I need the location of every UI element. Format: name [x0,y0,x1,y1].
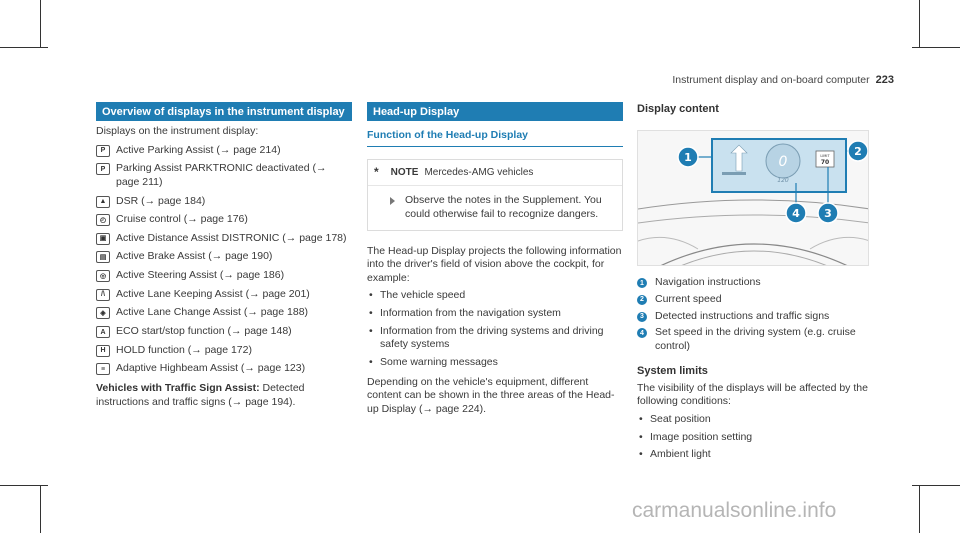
display-icon-row [96,306,352,320]
hold-icon: H [96,345,110,357]
display-icon-label: Active Lane Change Assist (→ page 188) [116,306,309,319]
crop-mark [912,485,960,486]
section-title: Instrument display and on-board computer [672,74,870,86]
system-limits-heading: System limits [637,364,708,377]
overview-intro: Displays on the instrument display: [96,125,259,137]
display-icon-row [96,232,352,246]
hud-paragraph-1: The Head-up Display projects the following information into the driver's field of vision above the cockpit, for example: [367,244,622,284]
traffic-sign-paragraph [96,382,352,409]
crop-mark [40,0,41,48]
overview-heading: Overview of displays in the instrument display [96,102,352,121]
legend-text: Current speed [655,292,722,305]
display-icon-label: HOLD function (→ page 172) [116,343,252,356]
hud-bullet-list [367,289,623,369]
display-icon-row [96,213,352,227]
note-heading: Mercedes-AMG vehicles [424,166,534,178]
display-icon-label: Parking Assist PARKTRONIC deactivated (→ page 211) [116,162,327,188]
display-icon-row [96,362,352,376]
legend-item [637,276,877,290]
callout-number: 2 [854,145,862,159]
display-icon-row [96,344,352,358]
note-symbol: * [374,164,379,179]
legend-item [637,310,877,324]
hud-illustration [637,130,869,266]
dashboard-line [810,238,869,250]
running-header [672,73,894,88]
watermark: carmanualsonline.info [632,499,837,522]
overview-column [96,102,352,409]
limit-value: 70 [820,159,830,167]
display-icon-label: Active Distance Assist DISTRONIC (→ page 178) [116,231,347,244]
display-icon-label: Active Lane Keeping Assist (→ page 201) [116,287,310,300]
callout-number: 1 [684,151,692,165]
arrow-right-icon [390,197,395,205]
steering-assist-icon: ◎ [96,270,110,282]
distronic-icon: ▣ [96,233,110,245]
crop-mark [40,485,41,533]
legend-text: Detected instructions and traffic signs [655,309,830,322]
hud-function-heading: Function of the Head-up Display [367,129,623,147]
distance-bar [722,172,746,175]
legend-number-badge: 4 [637,328,647,338]
callout-number: 4 [792,207,800,221]
legend-item [637,293,877,307]
current-speed-readout: 0 [778,154,788,171]
limit-label: LIMIT [820,154,830,159]
hud-illustration-svg [638,131,869,266]
display-icon-row [96,162,352,189]
limit-item: • Image position setting [637,431,877,445]
legend-number-badge: 2 [637,295,647,305]
brake-assist-icon: ▤ [96,251,110,263]
display-icon-row [96,269,352,283]
note-box [367,159,623,231]
display-content-legend [637,276,877,353]
eco-start-stop-icon: A [96,326,110,338]
hud-paragraph-2: Depending on the vehicle's equipment, different content can be shown in the three areas of the Head-up Display (→ page 224). [367,375,615,415]
lane-keeping-icon: /\ [96,289,110,301]
dashboard-line [638,238,698,250]
legend-number-badge: 3 [637,312,647,322]
bullet-item: • Information from the navigation system [367,307,623,321]
display-content-column [637,102,877,462]
cruise-control-icon: ◴ [96,214,110,226]
display-icon-label: Adaptive Highbeam Assist (→ page 123) [116,362,306,375]
dsr-icon: ▲ [96,196,110,208]
display-content-heading: Display content [637,103,719,115]
bullet-item: • The vehicle speed [367,289,623,303]
display-icon-row [96,325,352,339]
system-limits-text: The visibility of the displays will be affected by the following conditions: [637,381,868,408]
highbeam-assist-icon: ≡ [96,363,110,375]
display-icon-label: Cruise control (→ page 176) [116,213,248,226]
traffic-sign-text: Detected instructions and traffic signs (→ page 194). [96,381,305,408]
traffic-sign-lead: Vehicles with Traffic Sign Assist: [96,381,260,394]
crop-mark [919,0,920,48]
display-icon-row [96,144,352,158]
limit-item: • Ambient light [637,448,877,462]
display-icon-label: ECO start/stop function (→ page 148) [116,325,292,338]
bullet-item: • Some warning messages [367,356,623,370]
steering-wheel-outline [678,251,830,266]
display-icon-list [96,144,352,376]
legend-text: Set speed in the driving system (e.g. cruise control) [655,326,856,352]
legend-text: Navigation instructions [655,276,761,289]
crop-mark [0,47,48,48]
note-text: Observe the notes in the Supplement. You could otherwise fail to recognize dangers. [405,194,602,220]
display-icon-row [96,288,352,302]
note-header [368,160,622,187]
note-body [368,186,622,229]
legend-number-badge: 1 [637,278,647,288]
bullet-item: • Information from the driving systems and driving safety systems [367,325,623,352]
page-number: 223 [875,74,894,86]
steering-wheel-outline [658,244,850,266]
display-icon-label: Active Parking Assist (→ page 214) [116,143,281,156]
hud-heading: Head-up Display [367,102,623,121]
active-parking-assist-icon: P [96,145,110,157]
display-icon-label: Active Steering Assist (→ page 186) [116,269,285,282]
limit-item: • Seat position [637,413,877,427]
display-icon-row [96,195,352,209]
parktronic-off-icon: P [96,163,110,175]
note-label: NOTE [390,166,419,178]
hud-column [367,102,623,417]
callout-number: 3 [824,207,832,221]
lane-change-icon: ◈ [96,307,110,319]
crop-mark [0,485,48,486]
display-icon-row [96,250,352,264]
display-icon-label: DSR (→ page 184) [116,194,206,207]
crop-mark [919,485,920,533]
legend-item [637,326,877,353]
system-limits-list [637,413,877,462]
display-icon-label: Active Brake Assist (→ page 190) [116,250,273,263]
crop-mark [912,47,960,48]
set-speed-readout: 120 [777,177,789,185]
